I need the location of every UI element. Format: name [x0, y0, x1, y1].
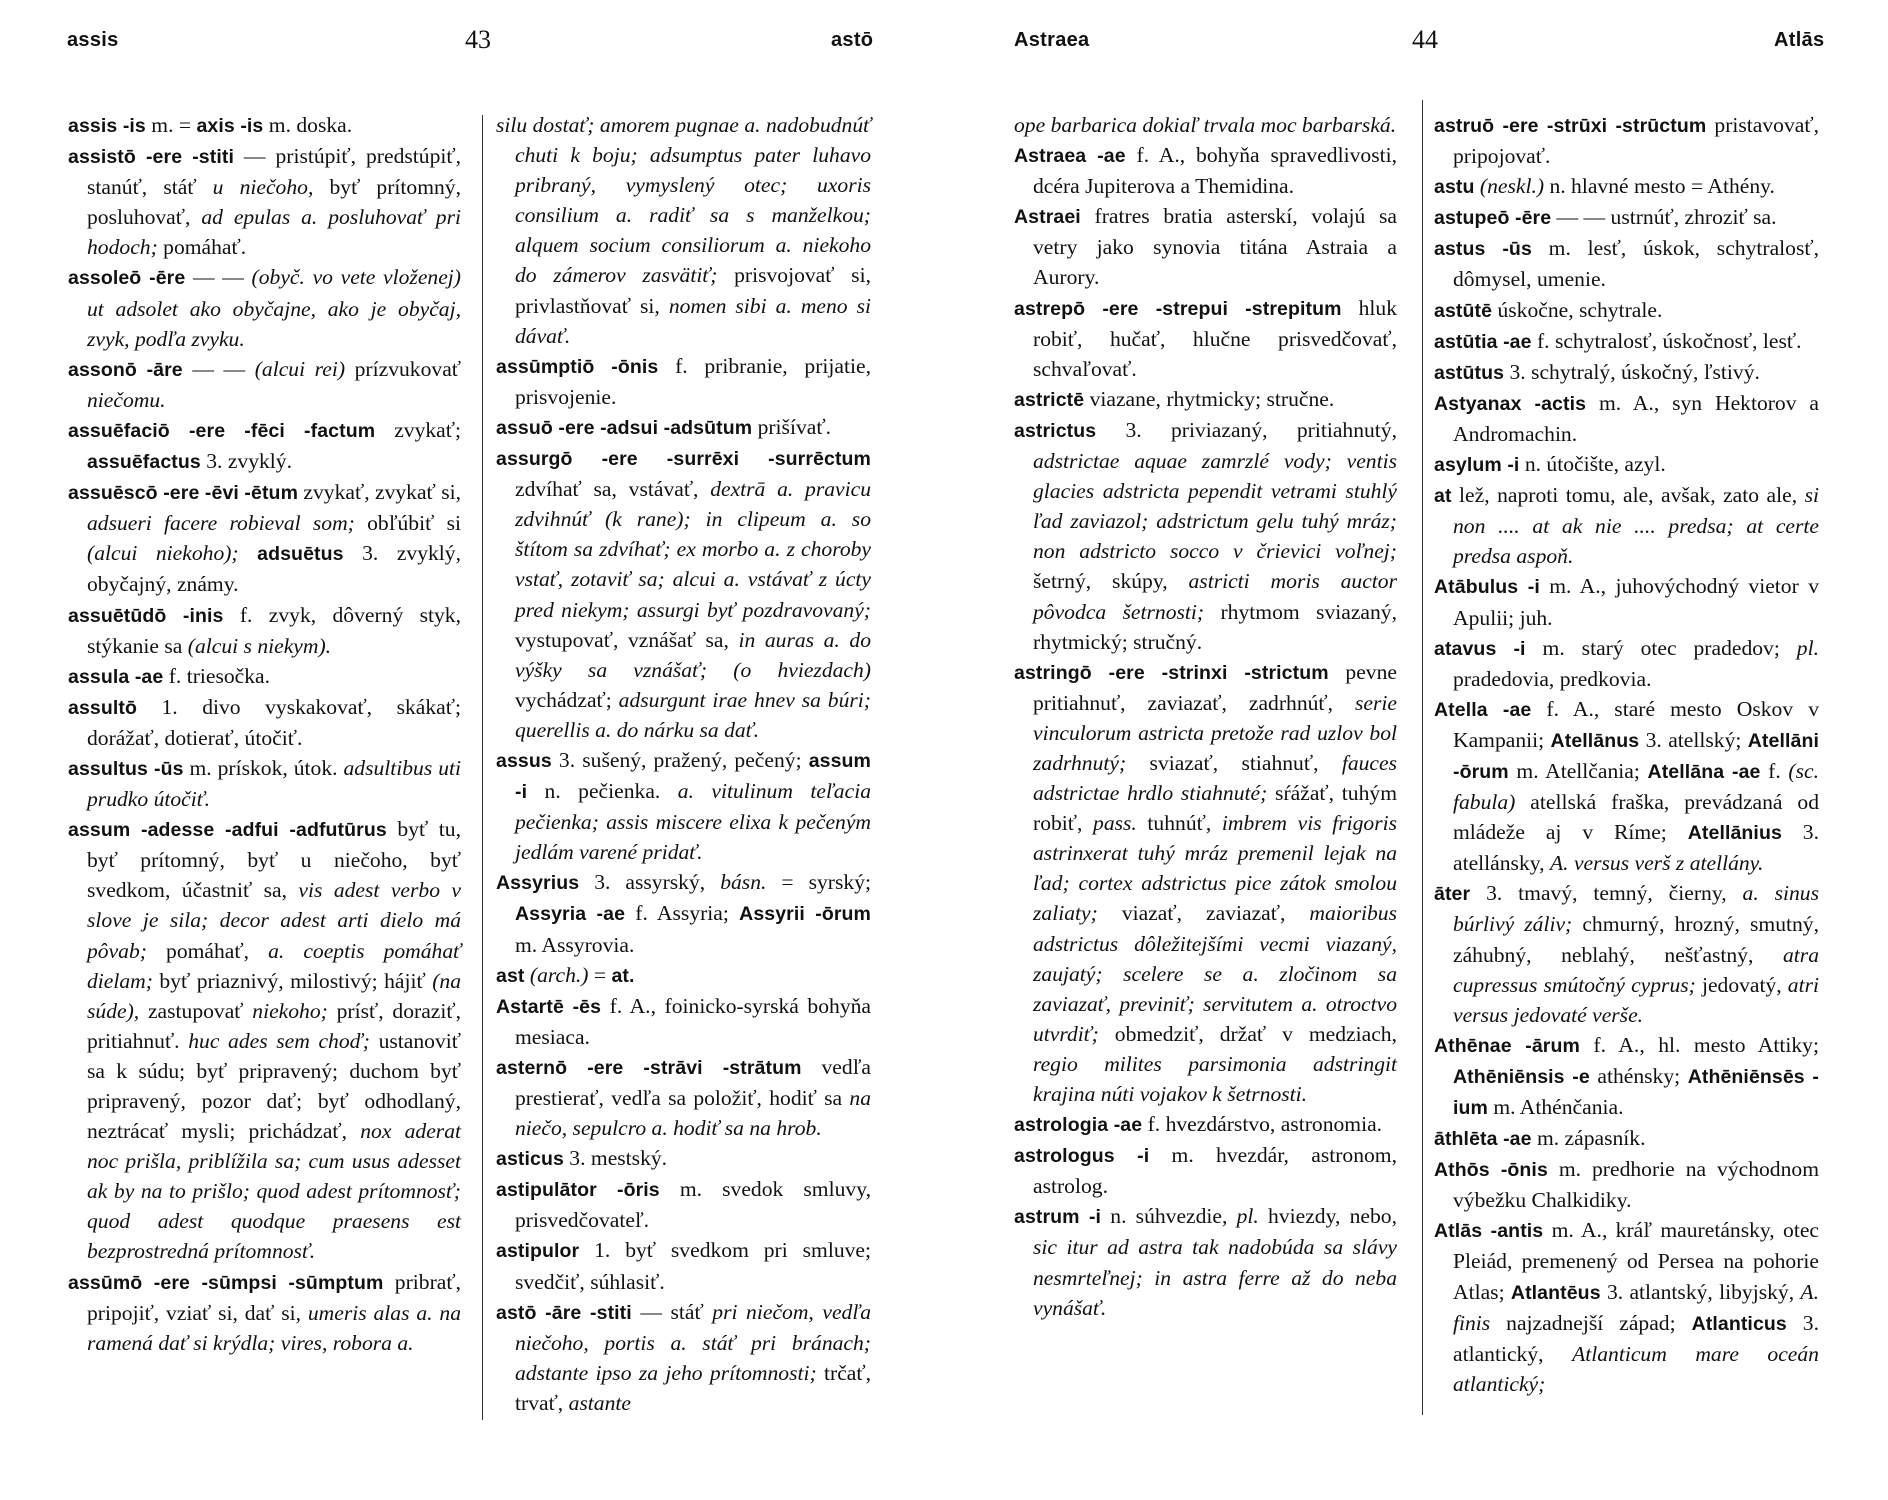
- italic-text: ad epulas a. posluhovať pri hodoch;: [87, 205, 461, 260]
- headword: Athēniēnsēs -ium: [1453, 1065, 1819, 1119]
- italic-text: a. vitulinum teľacia pečienka; assis miscere elixa k pečeným jedlám varené pridať.: [515, 779, 871, 865]
- entry-text: hviezdy, nebo,: [1258, 1204, 1397, 1229]
- dictionary-entry: [496, 867, 871, 959]
- running-head-right: astō: [831, 29, 874, 51]
- dictionary-column-2: [1434, 110, 1819, 1399]
- dictionary-entry: [1434, 171, 1819, 202]
- headword: at.: [611, 964, 635, 987]
- entry-text: m. hvezdár, astronom, astrolog.: [1033, 1143, 1397, 1199]
- headword: asternō -ere -strāvi -strātum: [496, 1056, 802, 1079]
- italic-text: maioribus adstrictus dôležitejšími vecmi viazaný, zaujatý; scelere se a. zločinom sa zaviazať, previniť; servitutem a. otroctvo utvrdiť;: [1033, 901, 1397, 1046]
- dictionary-entry: [68, 110, 461, 141]
- dictionary-entry: [1434, 326, 1819, 357]
- entry-text: fratres bratia asterskí, volajú sa vetry jako synovia titána Astraia a Aurory.: [1033, 204, 1397, 290]
- dictionary-entry: [1014, 293, 1397, 384]
- entry-text: 3. mestský.: [563, 1146, 668, 1171]
- entry-text: m. starý otec pradedov;: [1525, 635, 1797, 660]
- headword: assus: [496, 749, 552, 772]
- headword: Assyrii -ōrum: [739, 903, 871, 926]
- dictionary-entry: [496, 1174, 871, 1235]
- entry-text: 3. sušený, pražený, pečený;: [551, 747, 809, 772]
- headword: Astraei: [1014, 206, 1081, 229]
- dictionary-entry: [1434, 694, 1819, 879]
- dictionary-column-2: [496, 110, 871, 1418]
- entry-text: ustanoviť sa k súdu; byť pripravený; duchom byť pripravený, pozor dať; byť odhodlaný, neztrácať mysli; prichádzať,: [87, 1028, 461, 1144]
- italic-text: serie vinculorum astricta pretože rad uzlov bol zadrhnutý;: [1033, 690, 1397, 775]
- dictionary-entry: [496, 1235, 871, 1296]
- headword: astūtia -ae: [1434, 330, 1532, 353]
- dictionary-entry: [68, 692, 461, 753]
- dictionary-entry: [68, 814, 461, 1266]
- dictionary-entry: [1014, 140, 1397, 201]
- headword: Atellānius: [1687, 822, 1782, 845]
- entry-text: zvykať;: [375, 417, 461, 442]
- dictionary-entry: [496, 443, 871, 745]
- headword: astruō -ere -strūxi -strūctum: [1434, 115, 1707, 137]
- entry-text: f. Assyria;: [625, 901, 740, 926]
- italic-text: (arch.): [529, 962, 589, 987]
- headword: astipulor: [496, 1240, 580, 1263]
- entry-text: m. A., kráľ mauretánsky, otec Pleiád, premenený od Persea na pohorie Atlas;: [1453, 1218, 1820, 1304]
- entry-text: f. A., foinicko-syrská bohyňa mesiaca.: [515, 993, 871, 1049]
- running-head-left: assis: [67, 29, 119, 51]
- italic-text: regio milites parsimonia adstringit krajina núti vojakov k šetrnosti.: [1033, 1051, 1397, 1106]
- entry-text: pribrať, pripojiť, vziať si, dať si,: [87, 1269, 461, 1325]
- headword: astrologus -i: [1014, 1145, 1150, 1168]
- entry-text: n. súhvezdie,: [1101, 1204, 1237, 1229]
- entry-text: f. triesočka.: [163, 663, 271, 688]
- dictionary-entry: [68, 415, 461, 477]
- italic-text: Atlanticum mare oceán atlantický;: [1453, 1341, 1819, 1396]
- dictionary-entry: [496, 1052, 871, 1143]
- dictionary-entry: [496, 110, 871, 351]
- entry-text: [239, 541, 258, 565]
- entry-text: trčať, trvať,: [515, 1360, 871, 1415]
- headword: assuēscō -ere -ēvi -ētum: [68, 482, 299, 505]
- entry-text: athénsky;: [1589, 1063, 1688, 1088]
- headword: astupeō -ēre: [1434, 207, 1552, 230]
- dictionary-entry: [1434, 233, 1819, 294]
- dictionary-entry: [496, 412, 871, 443]
- dictionary-entry: [1014, 657, 1397, 1109]
- entry-text: f. schytralosť, úskočnosť, lesť.: [1531, 328, 1802, 353]
- entry-text: — —: [185, 265, 252, 290]
- headword: ast: [496, 964, 525, 987]
- entry-text: jedovatý,: [1695, 972, 1788, 997]
- italic-text: básn.: [720, 870, 767, 895]
- dictionary-entry: [1434, 1215, 1819, 1399]
- entry-text: f. zvyk, dôverný styk, stýkanie sa: [87, 602, 461, 658]
- entry-text: atellská fraška, prevádzaná od mládeže aj v Ríme;: [1453, 790, 1819, 845]
- dictionary-entry: [496, 1297, 871, 1418]
- headword: Atlanticus: [1691, 1312, 1787, 1335]
- running-head-left: Astraea: [1014, 29, 1090, 51]
- column-divider: [1422, 100, 1423, 1415]
- entry-text: n. hlavné mesto = Athény.: [1544, 174, 1775, 199]
- entry-text: viazane, rhytmicky; stručne.: [1084, 386, 1335, 411]
- entry-text: 3. zvyklý.: [200, 449, 292, 474]
- entry-text: vedľa prestierať, vedľa sa položiť, hodiť sa: [515, 1054, 872, 1110]
- italic-text: silu dostať; amorem pugnae a. nadobudnúť chuti k boju; adsumptus pater luhavo pribraný, vymyslený otec; uxoris consilium a. radiť sa s manželkou; alquem socium consiliorum a. niekoho do zámerov zasvätiť;: [496, 113, 871, 288]
- dictionary-entry: [1434, 480, 1819, 571]
- entry-text: m. A., juhovýchodný vietor v Apulii; juh.: [1453, 574, 1819, 630]
- entry-text: f. A., hl. mesto Attiky;: [1579, 1032, 1819, 1057]
- entry-text: m. predhorie na východnom výbežku Chalkidiky.: [1453, 1157, 1819, 1213]
- page-number: 43: [465, 25, 491, 54]
- headword: Atellānus: [1550, 729, 1640, 752]
- italic-text: (neskl.): [1479, 174, 1545, 199]
- entry-text: 3. atlantský, libyjský,: [1600, 1279, 1801, 1304]
- entry-text: =: [588, 962, 612, 987]
- entry-text: f.: [1760, 758, 1789, 783]
- entry-text: — — ustrnúť, zhroziť sa.: [1551, 205, 1777, 230]
- italic-text: ope barbarica dokiaľ trvala moc barbarská.: [1014, 113, 1397, 137]
- italic-text: in auras a. do výšky sa vznášať; (o hviezdach): [515, 627, 871, 682]
- dictionary-entry: [1434, 571, 1819, 632]
- headword: Atābulus -i: [1434, 576, 1540, 599]
- entry-text: f. hvezdárstvo, astronomia.: [1142, 1112, 1383, 1137]
- headword: Atellāna -ae: [1647, 760, 1761, 783]
- entry-text: hluk robiť, hučať, hlučne prisvedčovať, schvaľovať.: [1033, 295, 1397, 381]
- italic-text: pass.: [1093, 811, 1137, 836]
- headword: Atlās -antis: [1434, 1220, 1544, 1243]
- italic-text: pl.: [1796, 635, 1819, 660]
- entry-text: byť priaznivý, milostivý; hájiť: [152, 968, 433, 993]
- entry-text: 3. atellánsky,: [1453, 820, 1820, 876]
- italic-text: a. coeptis pomáhať dielam;: [87, 938, 461, 993]
- headword: astrum -i: [1014, 1206, 1102, 1229]
- headword: assoleō -ēre: [68, 267, 186, 290]
- dictionary-entry: [1014, 415, 1397, 657]
- italic-text: u niečoho,: [212, 175, 314, 200]
- italic-text: sic itur ad astra tak nadobúda sa slávy nesmrteľnej; in astra ferre až do neba vynášať.: [1033, 1235, 1397, 1320]
- entry-text: m. zápasník.: [1531, 1126, 1646, 1151]
- dictionary-entry: [1014, 1201, 1397, 1322]
- entry-text: m. Atellčania;: [1508, 758, 1648, 783]
- dictionary-entry: [1434, 357, 1819, 388]
- headword: āter: [1434, 883, 1471, 906]
- dictionary-entry: [1434, 1123, 1819, 1154]
- dictionary-entry: [496, 991, 871, 1052]
- headword: Astyanax -actis: [1434, 392, 1587, 415]
- dictionary-entry: [1434, 1030, 1819, 1123]
- entry-text: — pristúpiť, predstúpiť, stanúť, stáť: [87, 144, 461, 200]
- headword: assultō: [68, 696, 137, 719]
- dictionary-entry: [68, 753, 461, 814]
- entry-text: f. A., staré mesto Oskov v Kampanii;: [1453, 696, 1819, 752]
- italic-text: adstrictae aquae zamrzlé vody; ventis glacies adstricta pependit vetrami stuhlý ľad zaviazol; adstrictum gelu tuhý mráz; non adstricto socco v črievici voľnej;: [1033, 449, 1397, 564]
- entry-text: obľúbiť si: [354, 511, 461, 536]
- dictionary-entry: [68, 1267, 461, 1358]
- dictionary-entry: [68, 262, 461, 353]
- dictionary-entry: [68, 661, 461, 692]
- headword: astūtē: [1434, 299, 1493, 322]
- entry-text: 3. atellský;: [1639, 727, 1748, 752]
- headword: Atellāni -ōrum: [1453, 729, 1819, 783]
- entry-text: prišívať.: [752, 414, 831, 439]
- dictionary-entry: [1014, 110, 1397, 140]
- dictionary-entry: [1014, 1140, 1397, 1201]
- headword: assistō -ere -stiti: [68, 146, 234, 169]
- entry-text: pristavovať, pripojovať.: [1453, 113, 1819, 169]
- italic-text: (na súde),: [87, 968, 461, 1023]
- entry-text: m. A., syn Hektorov a Andromachin.: [1453, 390, 1819, 446]
- dictionary-entry: [1434, 449, 1819, 480]
- italic-text: astricti moris auctor pôvodca šetrnosti;: [1033, 569, 1397, 624]
- italic-text: niekoho;: [252, 998, 328, 1023]
- dictionary-entry: [1014, 1109, 1397, 1140]
- headword: assum -adesse -adfui -adfutūrus: [68, 819, 387, 842]
- headword: Atlantēus: [1510, 1281, 1601, 1304]
- headword: assum -i: [515, 749, 871, 804]
- running-head-right: Atlās: [1774, 29, 1825, 51]
- headword: astrictē: [1014, 388, 1085, 411]
- headword: atavus -i: [1434, 637, 1526, 660]
- headword: assūmptiō -ōnis: [496, 355, 659, 378]
- right-page: [944, 0, 1888, 1500]
- entry-text: úskočne, schytrale.: [1492, 297, 1663, 322]
- entry-text: vychádzať;: [515, 687, 619, 712]
- entry-text: m. Athénčania.: [1487, 1095, 1624, 1119]
- entry-text: najzadnejší západ;: [1490, 1310, 1692, 1335]
- entry-text: 3. assyrský,: [579, 870, 721, 895]
- dictionary-entry: [1434, 1154, 1819, 1215]
- italic-text: a. sinus búrlivý záliv;: [1453, 881, 1819, 937]
- entry-text: byť prítomný, posluhovať,: [87, 175, 461, 230]
- entry-text: m. lesť, úskok, schytralosť, dômysel, umenie.: [1453, 236, 1819, 292]
- dictionary-entry: [1434, 633, 1819, 694]
- headword: Athēniēnsis -e: [1453, 1065, 1590, 1088]
- entry-text: m. prískok, útok.: [183, 755, 344, 780]
- entry-text: byť tu, byť prítomný, byť u niečoho, byť svedkom, účastniť sa,: [87, 817, 461, 903]
- entry-text: m. Assyrovia.: [515, 932, 635, 957]
- italic-text: astante: [568, 1390, 631, 1415]
- headword: assultus -ūs: [68, 757, 184, 780]
- italic-text: dextrā a. pravicu zdvihnúť (k rane); in clipeum a. so štítom sa zdvíhať; ex morbo a. z choroby vstať, zotaviť sa; alcui a. vstávať z úcty pred niekym; assurgi byť pozdravovaný;: [515, 477, 871, 622]
- entry-text: n. útočište, azyl.: [1519, 452, 1666, 477]
- entry-text: 3. schytralý, úskočný, ľstivý.: [1504, 359, 1760, 384]
- headword: Assyrius: [496, 872, 580, 895]
- italic-text: nox aderat noc prišla, priblížila sa; cum usus adesset ak by na to prišlo; quod adest prítomnosť; quod adest quodque praesens est bezprostredná prítomnosť.: [87, 1119, 461, 1264]
- entry-text: 3. priviazaný, pritiahnutý,: [1096, 417, 1397, 442]
- entry-text: 1. byť svedkom pri smluve; svedčiť, súhlasiť.: [515, 1238, 871, 1294]
- headword: Astraea -ae: [1014, 145, 1126, 168]
- italic-text: pl.: [1236, 1204, 1259, 1229]
- italic-text: niečomu.: [87, 387, 166, 412]
- entry-text: m. doska.: [263, 113, 353, 137]
- headword: assuēfactus: [87, 451, 201, 474]
- headword: assuō -ere -adsui -adsūtum: [496, 416, 753, 439]
- headword: Athōs -ōnis: [1434, 1159, 1548, 1182]
- entry-text: pevne pritiahnuť, zaviazať, zadrhnúť,: [1033, 659, 1397, 715]
- dictionary-entry: [1014, 201, 1397, 292]
- entry-text: prízvukovať: [345, 356, 461, 381]
- entry-text: šetrný, skúpy,: [1033, 569, 1189, 594]
- headword: Athēnae -ārum: [1434, 1034, 1580, 1057]
- italic-text: umeris alas a. na ramená dať si krýdla; vires, robora a.: [87, 1300, 461, 1355]
- headword: astrictus: [1014, 419, 1097, 442]
- entry-text: 3. zvyklý, obyčajný, známy.: [87, 541, 461, 597]
- italic-text: (alcui niekoho);: [87, 541, 239, 566]
- entry-text: pomáhať,: [146, 938, 269, 963]
- entry-text: pomáhať.: [157, 235, 247, 260]
- entry-text: f. pribranie, prijatie, prisvojenie.: [515, 353, 871, 409]
- headword: at: [1434, 485, 1452, 508]
- dictionary-entry: [68, 141, 461, 262]
- headword: assis -is: [68, 115, 146, 137]
- entry-text: 1. divo vyskakovať, skákať; dorážať, dotierať, útočiť.: [87, 694, 461, 750]
- italic-text: A. finis: [1453, 1279, 1819, 1335]
- dictionary-column-1: [1014, 110, 1397, 1323]
- entry-text: f. A., bohyňa spravedlivosti, dcéra Jupiterova a Themidina.: [1033, 143, 1398, 199]
- entry-text: 3. atlantický,: [1453, 1310, 1820, 1366]
- entry-text: zdvíhať sa, vstávať,: [515, 477, 711, 502]
- entry-text: m. svedok smluvy, prisvedčovateľ.: [515, 1177, 871, 1233]
- italic-text: atri versus jedovaté verše.: [1453, 972, 1819, 1027]
- headword: assuētūdō -inis: [68, 604, 224, 627]
- headword: Assyria -ae: [515, 903, 626, 926]
- headword: assurgō -ere -surrēxi -surrēctum: [496, 448, 871, 471]
- dictionary-entry: [1434, 878, 1819, 1029]
- headword: astūtus: [1434, 361, 1505, 384]
- entry-text: prisvojovať si, privlastňovať si,: [515, 263, 871, 318]
- italic-text: na niečo, sepulcro a. hodiť sa na hrob.: [515, 1086, 871, 1141]
- italic-text: fauces adstrictae hrdlo stiahnuté;: [1033, 750, 1397, 806]
- headword: astu: [1434, 176, 1475, 199]
- italic-text: adsultibus uti prudko útočiť.: [87, 755, 461, 812]
- column-divider: [482, 115, 483, 1420]
- headword: adsuētus: [257, 543, 344, 566]
- italic-text: huc ades sem choď;: [188, 1028, 370, 1053]
- headword: astō -āre -stiti: [496, 1301, 632, 1324]
- headword: astrologia -ae: [1014, 1114, 1143, 1137]
- dictionary-entry: [496, 1143, 871, 1174]
- entry-text: pradedovia, predkovia.: [1453, 666, 1652, 691]
- headword: astringō -ere -strinxi -strictum: [1014, 661, 1329, 684]
- headword: axis -is: [196, 115, 264, 137]
- dictionary-entry: [68, 354, 461, 415]
- headword: Astartē -ēs: [496, 995, 602, 1018]
- headword: astrepō -ere -strepui -strepitum: [1014, 297, 1342, 320]
- italic-text: adsueri facere robieval som;: [87, 511, 355, 536]
- entry-text: n. pečienka.: [527, 779, 678, 804]
- dictionary-entry: [68, 600, 461, 661]
- italic-text: (obyč. vo vete vloženej) ut adsolet ako obyčajne, ako je obyčaj, zvyk, podľa zvyku.: [87, 265, 461, 351]
- dictionary-entry: [1014, 384, 1397, 415]
- italic-text: (sc. fabula): [1453, 758, 1819, 815]
- entry-text: lež, naproti tomu, ale, avšak, zato ale,: [1451, 483, 1805, 508]
- italic-text: si non .... at ak nie .... predsa; at certe predsa aspoň.: [1453, 483, 1819, 569]
- dictionary-entry: [496, 351, 871, 412]
- headword: asticus: [496, 1148, 564, 1171]
- italic-text: vis adest verbo v slove je sila; decor adest arti dielo má pôvab;: [87, 878, 462, 963]
- italic-text: adsurgunt irae hnev sa búri; querellis a. do nárku sa dať.: [515, 687, 871, 742]
- entry-text: zvykať, zvykať si,: [298, 480, 461, 505]
- entry-text: — —: [182, 356, 255, 381]
- dictionary-entry: [496, 960, 871, 991]
- entry-text: 3. tmavý, temný, čierny,: [1470, 881, 1743, 906]
- dictionary-entry: [496, 745, 871, 867]
- headword: āthlēta -ae: [1434, 1128, 1532, 1151]
- entry-text: m. =: [145, 113, 197, 137]
- headword: assūmō -ere -sūmpsi -sūmptum: [68, 1271, 384, 1294]
- dictionary-entry: [1434, 110, 1819, 171]
- italic-text: atra cupressus smútočný cyprus;: [1453, 942, 1819, 997]
- entry-text: zastupovať: [139, 998, 253, 1023]
- entry-text: prísť, doraziť, pritiahnuť.: [87, 998, 461, 1053]
- italic-text: A. versus verš z atellány.: [1549, 851, 1764, 876]
- headword: assuēfaciō -ere -fēci -factum: [68, 419, 376, 442]
- italic-text: (alcui s niekym).: [187, 633, 332, 658]
- dictionary-entry: [1434, 202, 1819, 233]
- italic-text: imbrem vis frigoris astrinxerat tuhý mráz premenil lejak na ľad; cortex adstrictus pice zátok smolou zaliaty;: [1033, 811, 1398, 926]
- headword: Atella -ae: [1434, 698, 1532, 721]
- dictionary-column-1: [68, 110, 461, 1358]
- dictionary-entry: [1434, 388, 1819, 449]
- entry-text: obmedziť, držať v medziach,: [1098, 1021, 1397, 1046]
- entry-text: vystupovať, vznášať sa,: [515, 627, 739, 652]
- headword: asylum -i: [1434, 454, 1520, 477]
- italic-text: (alcui rei): [254, 356, 346, 381]
- entry-text: rhytmom sviazaný, rhytmický; stručný.: [1033, 599, 1397, 654]
- entry-text: = syrský;: [766, 870, 871, 895]
- entry-text: sviazať, stiahnuť,: [1126, 750, 1342, 775]
- headword: assula -ae: [68, 665, 164, 688]
- entry-text: — stáť: [631, 1299, 713, 1324]
- entry-text: tuhnúť,: [1136, 811, 1222, 836]
- entry-text: chmurný, hrozný, smutný, záhubný, neblahý, nešťastný,: [1453, 912, 1819, 967]
- entry-text: sŕážať, tuhým robiť,: [1033, 781, 1397, 836]
- headword: assonō -āre: [68, 358, 183, 381]
- headword: astus -ūs: [1434, 238, 1532, 261]
- italic-text: nomen sibi a. meno si dávať.: [515, 293, 872, 348]
- italic-text: pri niečom, vedľa niečoho, portis a. stáť pri bránach; adstante ipso za jeho prítomnosti;: [515, 1299, 871, 1385]
- headword: astipulātor -ōris: [496, 1179, 660, 1202]
- dictionary-entry: [68, 477, 461, 599]
- entry-text: viazať, zaviazať,: [1097, 901, 1310, 926]
- dictionary-entry: [1434, 295, 1819, 326]
- page-number: 44: [1412, 25, 1438, 54]
